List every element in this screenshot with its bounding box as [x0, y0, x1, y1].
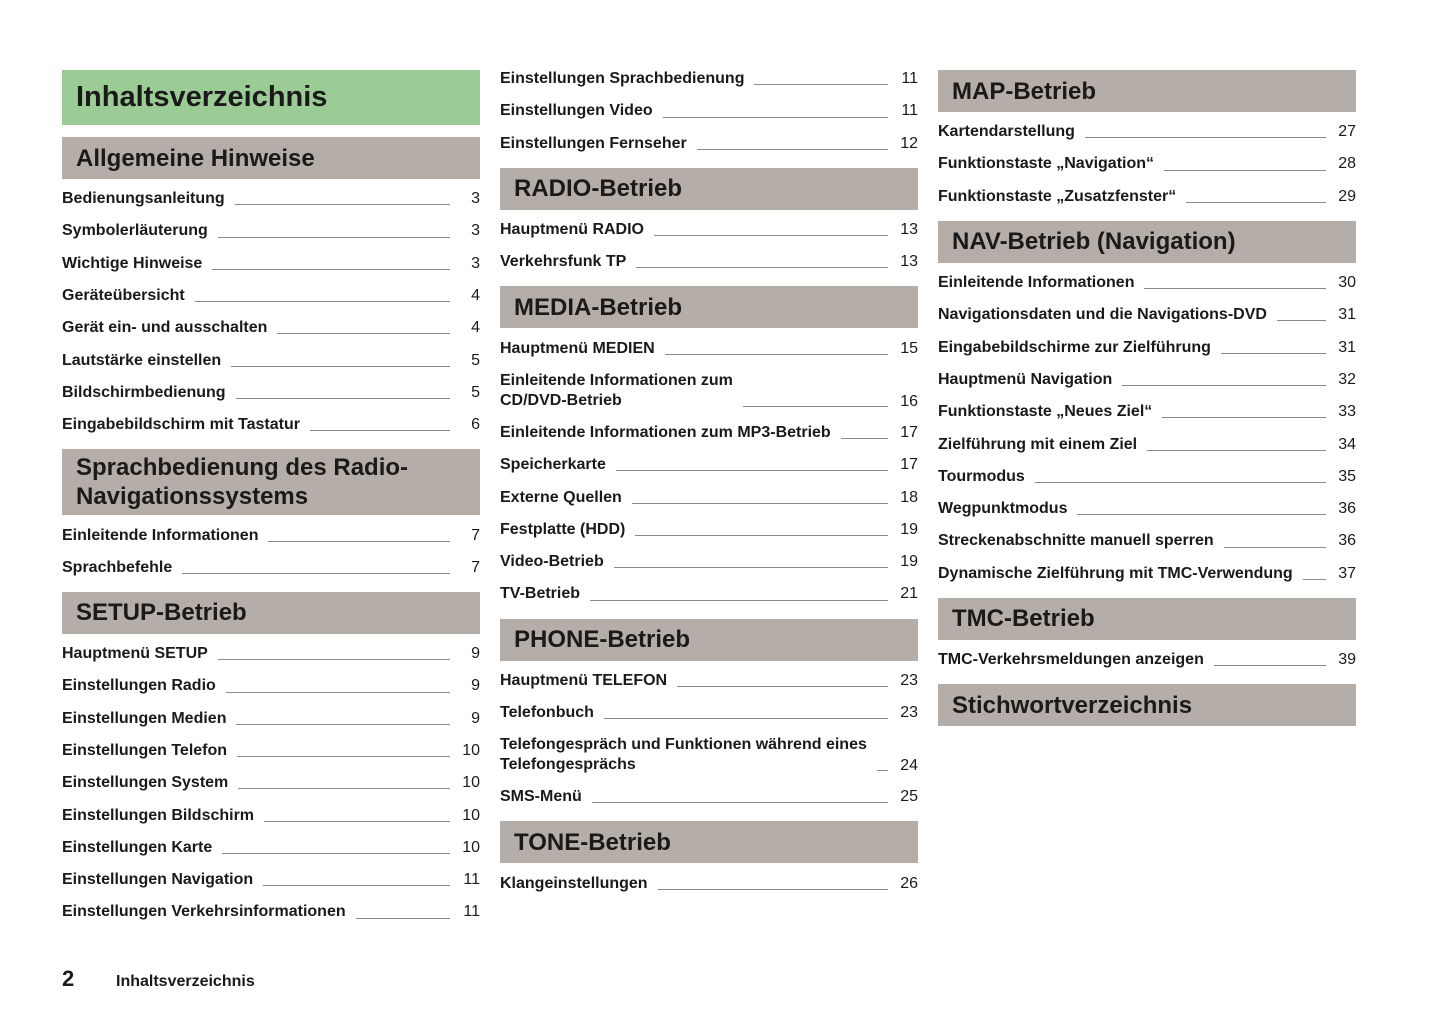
leader-line — [1221, 353, 1326, 354]
toc-entry[interactable] — [62, 735, 480, 767]
leader-line — [182, 573, 450, 574]
leader-line — [635, 535, 888, 536]
entry-page-number: 4 — [471, 287, 480, 305]
leader-line — [268, 541, 450, 542]
entry-page-number: 34 — [1338, 435, 1356, 453]
entry-page-number: 17 — [900, 423, 918, 441]
page-number: 2 — [62, 966, 75, 991]
heading-text: TMC-Betrieb — [952, 605, 1095, 633]
toc-entry[interactable] — [938, 396, 1356, 428]
leader-line — [222, 853, 450, 854]
entry-label: Eingabebildschirme zur Zielführung — [938, 338, 1211, 356]
entry-label: Einstellungen Karte — [62, 838, 213, 856]
entry-label: Wegpunktmodus — [938, 500, 1068, 518]
entry-label: Zielführung mit einem Ziel — [938, 435, 1138, 453]
entry-label: Einstellungen Bildschirm — [62, 806, 255, 824]
entry-page-number: 11 — [463, 903, 480, 921]
entry-label: Einleitende Informationen zum MP3-Betrieb — [500, 423, 831, 441]
leader-line — [877, 770, 888, 771]
toc-entry[interactable] — [62, 552, 480, 584]
toc-entry[interactable] — [62, 703, 480, 735]
section-heading — [62, 449, 480, 515]
entry-label: Einleitende Informationen — [62, 526, 259, 544]
entry-page-number: 31 — [1338, 338, 1356, 356]
entry-label: Hauptmenü Navigation — [938, 370, 1113, 388]
section-heading — [938, 221, 1356, 263]
leader-line — [1085, 137, 1326, 138]
toc-entry[interactable] — [62, 519, 480, 551]
entry-label: Dynamische Zielführung mit TMC-Verwendung — [938, 564, 1293, 582]
leader-line — [654, 235, 888, 236]
toc-entry[interactable] — [500, 697, 918, 729]
entry-label: Einleitende Informationen — [938, 274, 1135, 292]
leader-line — [1122, 385, 1326, 386]
toc-entry[interactable] — [500, 332, 918, 364]
entry-label: Hauptmenü TELEFON — [500, 671, 668, 689]
leader-line — [1077, 514, 1326, 515]
toc-entry[interactable] — [62, 344, 480, 376]
entry-label: Einleitende Informationen zum CD/DVD-Betrieb — [500, 371, 733, 409]
entry-label: Speicherkarte — [500, 456, 606, 474]
heading-text: Allgemeine Hinweise — [76, 144, 315, 172]
entry-page-number: 12 — [900, 134, 918, 152]
footer-section-title: Inhaltsverzeichnis — [116, 973, 255, 990]
heading-text: Stichwortverzeichnis — [952, 691, 1193, 719]
entry-page-number: 11 — [901, 102, 918, 120]
entry-label: Lautstärke einstellen — [62, 351, 222, 369]
toc-entry[interactable] — [500, 665, 918, 697]
entry-page-number: 10 — [462, 742, 480, 759]
leader-line — [1224, 547, 1326, 548]
entry-page-number: 19 — [900, 553, 918, 571]
leader-line — [231, 366, 450, 367]
section-heading — [938, 598, 1356, 640]
entry-page-number: 10 — [462, 806, 480, 824]
toc-entry[interactable] — [500, 449, 918, 481]
entry-label: TMC-Verkehrsmeldungen anzeigen — [938, 651, 1204, 668]
entry-label: Kartendarstellung — [938, 123, 1075, 141]
leader-line — [238, 788, 450, 789]
entry-page-number: 5 — [471, 383, 480, 401]
heading-text: RADIO-Betrieb — [514, 175, 683, 203]
entry-page-number: 13 — [900, 253, 918, 271]
leader-line — [658, 889, 888, 890]
toc-entry[interactable] — [500, 63, 918, 95]
entry-page-number: 13 — [900, 221, 918, 239]
entry-page-number: 21 — [900, 585, 918, 603]
entry-label: Streckenabschnitte manuell sperren — [938, 532, 1214, 550]
toc-entry[interactable] — [938, 116, 1356, 148]
section-heading — [500, 821, 918, 863]
entry-label: Navigationsdaten und die Navigations-DVD — [938, 306, 1267, 324]
entry-page-number: 27 — [1338, 123, 1356, 141]
section-heading — [938, 70, 1356, 112]
entry-label: Eingabebildschirm mit Tastatur — [62, 416, 300, 434]
entry-page-number: 23 — [900, 704, 918, 721]
toc-entry[interactable] — [500, 867, 918, 899]
toc-column-2 — [500, 63, 918, 900]
entry-page-number: 5 — [471, 351, 480, 369]
toc-entry[interactable] — [62, 767, 480, 799]
entry-page-number: 11 — [901, 70, 918, 88]
page-title — [62, 70, 480, 125]
entry-page-number: 18 — [900, 488, 918, 506]
leader-line — [264, 821, 450, 822]
toc-entry[interactable] — [500, 578, 918, 610]
leader-line — [237, 756, 450, 757]
entry-label: Einstellungen Fernseher — [500, 134, 687, 152]
heading-text: PHONE-Betrieb — [514, 626, 691, 654]
entry-label: Festplatte (HDD) — [500, 520, 626, 538]
toc-entry[interactable] — [938, 331, 1356, 363]
leader-line — [1303, 579, 1326, 580]
leader-line — [592, 802, 888, 803]
entry-page-number: 9 — [471, 709, 480, 727]
toc-entry[interactable] — [62, 638, 480, 670]
entry-label: Telefongespräch und Funktionen während eines Telefongesprächs — [500, 736, 867, 774]
entry-label: TV-Betrieb — [500, 585, 581, 603]
entry-label: Symbolerläuterung — [62, 222, 208, 240]
entry-page-number: 31 — [1338, 306, 1356, 324]
section-heading — [500, 168, 918, 210]
entry-label: Wichtige Hinweise — [62, 254, 203, 272]
section-heading — [500, 286, 918, 328]
leader-line — [195, 301, 450, 302]
leader-line — [1162, 417, 1326, 418]
entry-page-number: 3 — [471, 190, 480, 208]
entry-page-number: 7 — [471, 558, 480, 576]
leader-line — [218, 659, 450, 660]
entry-label: Einstellungen Navigation — [62, 871, 254, 889]
entry-label: Funktionstaste „Zusatzfenster“ — [938, 187, 1177, 205]
entry-page-number: 37 — [1338, 564, 1356, 582]
entry-label: Hauptmenü MEDIEN — [500, 339, 655, 357]
leader-line — [632, 503, 888, 504]
toc-entry[interactable] — [62, 409, 480, 441]
entry-page-number: 25 — [900, 788, 918, 806]
toc-entry[interactable] — [62, 248, 480, 280]
heading-text: MEDIA-Betrieb — [514, 293, 683, 321]
entry-label: Einstellungen Verkehrsinformationen — [62, 903, 346, 921]
entry-page-number: 16 — [900, 392, 918, 410]
entry-page-number: 10 — [462, 838, 480, 856]
entry-page-number: 30 — [1338, 274, 1356, 292]
toc-entry[interactable] — [500, 214, 918, 246]
leader-line — [677, 686, 888, 687]
toc-entry[interactable] — [62, 377, 480, 409]
entry-label: Einstellungen Medien — [62, 709, 227, 727]
leader-line — [236, 724, 450, 725]
toc-column-1 — [62, 70, 480, 929]
leader-line — [616, 470, 888, 471]
toc-entry[interactable] — [500, 246, 918, 278]
leader-line — [590, 600, 888, 601]
toc-entry[interactable] — [62, 312, 480, 344]
leader-line — [841, 438, 888, 439]
leader-line — [1214, 665, 1326, 666]
entry-page-number: 26 — [900, 874, 918, 892]
leader-line — [263, 885, 450, 886]
entry-label: Hauptmenü RADIO — [500, 221, 644, 239]
entry-label: Video-Betrieb — [500, 553, 604, 571]
entry-label: Einstellungen Telefon — [62, 742, 228, 759]
page-footer — [62, 966, 255, 992]
entry-label: Geräteübersicht — [62, 287, 185, 305]
section-heading — [62, 592, 480, 634]
entry-page-number: 35 — [1338, 467, 1356, 485]
entry-page-number: 36 — [1338, 532, 1356, 550]
heading-text: SETUP-Betrieb — [76, 599, 247, 627]
entry-page-number: 36 — [1338, 500, 1356, 518]
heading-text: Sprachbedienung des Radio- Navigationssystems — [76, 454, 409, 511]
entry-page-number: 9 — [471, 677, 480, 695]
entry-page-number: 9 — [471, 645, 480, 663]
heading-text: NAV-Betrieb (Navigation) — [952, 228, 1236, 256]
leader-line — [356, 918, 450, 919]
entry-page-number: 10 — [462, 774, 480, 792]
toc-entry[interactable] — [938, 148, 1356, 180]
toc-entry[interactable] — [62, 183, 480, 215]
toc-entry[interactable] — [500, 514, 918, 546]
toc-entry[interactable] — [500, 95, 918, 127]
entry-label: SMS-Menü — [500, 788, 582, 806]
entry-label: Funktionstaste „Navigation“ — [938, 155, 1155, 173]
leader-line — [665, 354, 888, 355]
entry-page-number: 24 — [900, 757, 918, 775]
entry-page-number: 6 — [471, 416, 480, 434]
section-heading — [62, 137, 480, 179]
entry-label: Einstellungen Video — [500, 102, 653, 120]
entry-page-number: 17 — [900, 456, 918, 474]
toc-entry[interactable] — [62, 896, 480, 928]
leader-line — [614, 567, 888, 568]
entry-page-number: 39 — [1338, 651, 1356, 668]
leader-line — [1277, 320, 1326, 321]
toc-entry[interactable] — [62, 670, 480, 702]
entry-label: Funktionstaste „Neues Ziel“ — [938, 403, 1153, 421]
entry-page-number: 4 — [471, 319, 480, 337]
toc-entry[interactable] — [500, 417, 918, 449]
leader-line — [604, 718, 888, 719]
entry-page-number: 3 — [471, 222, 480, 240]
leader-line — [218, 237, 450, 238]
toc-entry[interactable] — [62, 280, 480, 312]
toc-entry[interactable] — [938, 267, 1356, 299]
entry-page-number: 3 — [471, 254, 480, 272]
leader-line — [226, 692, 450, 693]
entry-page-number: 28 — [1338, 155, 1356, 173]
entry-label: Externe Quellen — [500, 488, 622, 506]
entry-label: Telefonbuch — [500, 704, 594, 721]
entry-page-number: 29 — [1338, 187, 1356, 205]
entry-page-number: 23 — [900, 671, 918, 689]
leader-line — [636, 267, 888, 268]
toc-entry[interactable] — [938, 299, 1356, 331]
toc-entry[interactable] — [62, 832, 480, 864]
leader-line — [663, 117, 888, 118]
toc-entry[interactable] — [938, 181, 1356, 213]
toc-column-3 — [938, 70, 1356, 730]
toc-entry[interactable] — [500, 128, 918, 160]
heading-text: Inhaltsverzeichnis — [76, 81, 328, 113]
leader-line — [235, 204, 450, 205]
entry-label: Einstellungen Radio — [62, 677, 216, 695]
entry-label: Bedienungsanleitung — [62, 190, 225, 208]
leader-line — [743, 406, 888, 407]
leader-line — [1147, 450, 1326, 451]
leader-line — [697, 149, 888, 150]
toc-entry[interactable] — [500, 781, 918, 813]
entry-page-number: 7 — [471, 526, 480, 544]
toc-entry[interactable] — [500, 546, 918, 578]
toc-entry[interactable] — [500, 729, 918, 781]
toc-entry[interactable] — [62, 864, 480, 896]
toc-entry[interactable] — [500, 365, 918, 417]
entry-label: Verkehrsfunk TP — [500, 253, 627, 271]
section-heading — [938, 684, 1356, 726]
leader-line — [236, 398, 450, 399]
section-heading — [500, 619, 918, 661]
toc-entry[interactable] — [938, 644, 1356, 676]
entry-label: Klangeinstellungen — [500, 874, 648, 892]
leader-line — [212, 269, 450, 270]
entry-label: Sprachbefehle — [62, 558, 173, 576]
entry-page-number: 32 — [1338, 370, 1356, 388]
leader-line — [1035, 482, 1326, 483]
heading-text: MAP-Betrieb — [952, 77, 1097, 105]
entry-label: Hauptmenü SETUP — [62, 645, 208, 663]
leader-line — [277, 333, 450, 334]
entry-label: Gerät ein- und ausschalten — [62, 319, 268, 337]
entry-page-number: 19 — [900, 520, 918, 538]
toc-entry[interactable] — [500, 481, 918, 513]
toc-entry[interactable] — [62, 215, 480, 247]
leader-line — [310, 430, 450, 431]
toc-entry[interactable] — [938, 364, 1356, 396]
leader-line — [754, 84, 888, 85]
entry-page-number: 11 — [463, 871, 480, 889]
toc-entry[interactable] — [938, 493, 1356, 525]
toc-entry[interactable] — [938, 461, 1356, 493]
heading-text: TONE-Betrieb — [514, 828, 671, 856]
entry-label: Bildschirmbedienung — [62, 383, 226, 401]
leader-line — [1164, 170, 1326, 171]
entry-label: Einstellungen Sprachbedienung — [500, 70, 745, 88]
entry-label: Einstellungen System — [62, 774, 229, 792]
toc-entry[interactable] — [938, 428, 1356, 460]
toc-entry[interactable] — [62, 799, 480, 831]
entry-label: Tourmodus — [938, 467, 1025, 485]
entry-page-number: 15 — [900, 339, 918, 357]
leader-line — [1186, 202, 1326, 203]
toc-entry[interactable] — [938, 558, 1356, 590]
leader-line — [1144, 288, 1326, 289]
toc-entry[interactable] — [938, 525, 1356, 557]
entry-page-number: 33 — [1338, 403, 1356, 421]
